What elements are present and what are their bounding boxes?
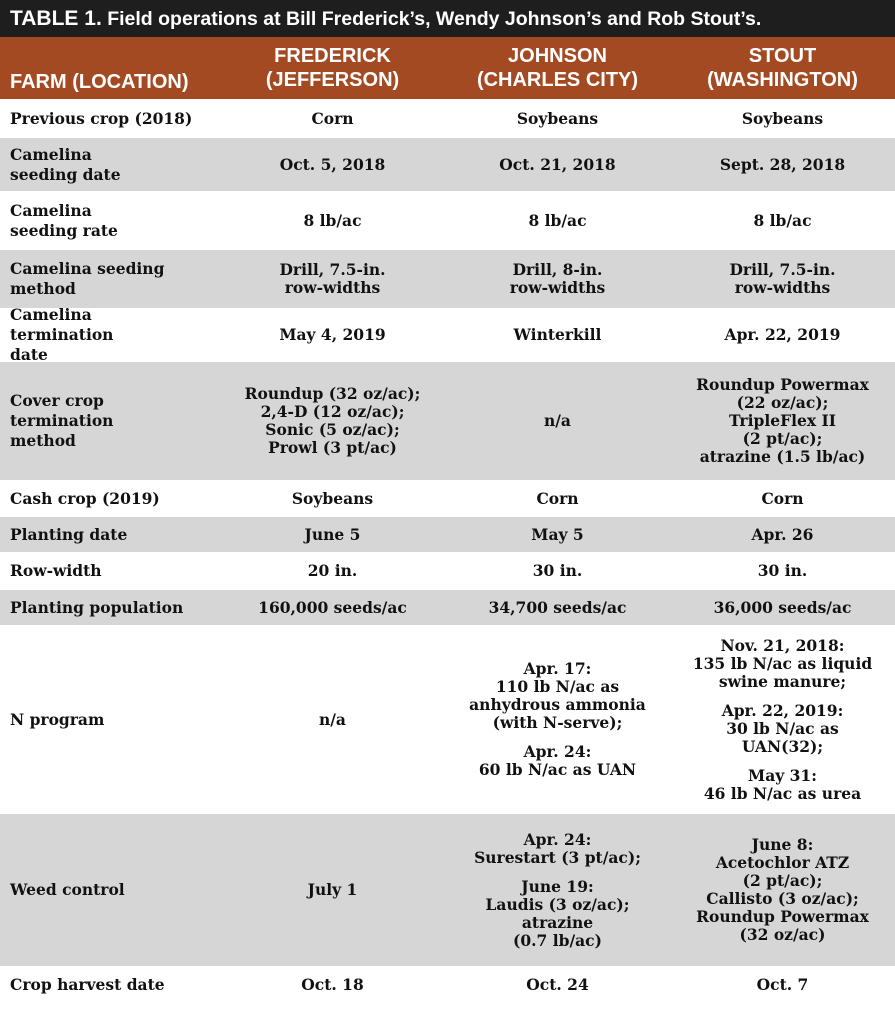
cell-line: July 1 bbox=[307, 880, 358, 899]
cell-line: June 5 bbox=[304, 524, 361, 544]
row-label bbox=[0, 250, 220, 308]
header-johnson-location: (CHARLES CITY) bbox=[476, 69, 639, 91]
cell-line: (2 pt/ac); bbox=[742, 429, 823, 448]
row-label-text: Camelina seeding method bbox=[10, 259, 165, 298]
cell-line: 20 in. bbox=[307, 561, 358, 580]
cell-frederick bbox=[220, 362, 445, 480]
cell-line: Apr. 22, 2019 bbox=[724, 325, 841, 344]
table-row bbox=[0, 516, 895, 552]
table-row bbox=[0, 480, 895, 516]
cell-line: Soybeans bbox=[741, 108, 824, 128]
header-farm-location: FARM (LOCATION) bbox=[10, 71, 189, 93]
table-row bbox=[0, 249, 895, 308]
cell-line: n/a bbox=[319, 709, 346, 729]
cell-stout bbox=[670, 481, 895, 516]
row-label bbox=[0, 553, 220, 589]
row-label-text: Camelina seeding rate bbox=[10, 200, 118, 240]
cell-line: (32 oz/ac) bbox=[739, 925, 826, 944]
cell-line: (0.7 lb/ac) bbox=[513, 930, 602, 950]
cell-frederick bbox=[220, 309, 445, 361]
cell-line: Apr. 17: bbox=[523, 659, 592, 678]
cell-line: Oct. 24 bbox=[526, 974, 589, 994]
row-label-text: Previous crop (2018) bbox=[10, 108, 193, 128]
table-row bbox=[0, 191, 895, 249]
cell-johnson bbox=[445, 590, 670, 625]
cell-line: 110 lb N/ac as bbox=[495, 677, 620, 696]
cell-johnson bbox=[445, 192, 670, 249]
row-label bbox=[0, 192, 220, 249]
cell-johnson bbox=[445, 250, 670, 308]
cell-line: Oct. 18 bbox=[301, 974, 364, 994]
cell-frederick bbox=[220, 517, 445, 552]
cell-line: 8 lb/ac bbox=[303, 210, 362, 230]
cell-line: 34,700 seeds/ac bbox=[488, 597, 627, 617]
cell-frederick bbox=[220, 138, 445, 191]
cell-line: Drill, 8-in. bbox=[512, 260, 603, 279]
cell-line: 30 in. bbox=[532, 561, 583, 580]
cell-stout bbox=[670, 590, 895, 625]
cell-line: Drill, 7.5-in. bbox=[729, 260, 836, 279]
row-label bbox=[0, 305, 220, 364]
cell-line: 30 in. bbox=[757, 561, 808, 580]
table-row bbox=[0, 966, 895, 1002]
cell-johnson bbox=[445, 553, 670, 589]
cell-frederick bbox=[220, 553, 445, 589]
cell-stout bbox=[670, 967, 895, 1002]
cell-johnson bbox=[445, 517, 670, 552]
cell-stout bbox=[670, 250, 895, 308]
cell-line: Callisto (3 oz/ac); bbox=[706, 889, 859, 908]
row-label-text: Cover crop termination method bbox=[10, 391, 114, 450]
row-label bbox=[0, 517, 220, 552]
table-row bbox=[0, 137, 895, 191]
cell-johnson bbox=[445, 967, 670, 1002]
cell-line: (with N-serve); bbox=[492, 713, 623, 732]
cell-line: 2,4-D (12 oz/ac); bbox=[260, 402, 405, 421]
cell-line: Oct. 7 bbox=[756, 974, 809, 994]
table-number: TABLE 1. bbox=[10, 7, 102, 30]
cell-line: Drill, 7.5-in. bbox=[279, 260, 386, 279]
cell-line: Roundup Powermax bbox=[696, 907, 869, 926]
cell-frederick bbox=[220, 100, 445, 137]
header-stout-location: (WASHINGTON) bbox=[707, 69, 858, 91]
cell-line: May 4, 2019 bbox=[279, 325, 386, 344]
cell-frederick bbox=[220, 626, 445, 813]
cell-stout bbox=[670, 100, 895, 137]
cell-line: Oct. 21, 2018 bbox=[499, 154, 616, 174]
row-label bbox=[0, 967, 220, 1002]
cell-line: Sonic (5 oz/ac); bbox=[265, 420, 400, 439]
cell-johnson bbox=[445, 481, 670, 516]
column-header-row bbox=[0, 37, 895, 99]
cell-line: Surestart (3 pt/ac); bbox=[474, 847, 641, 867]
row-label bbox=[0, 100, 220, 137]
cell-line: June 19: bbox=[521, 876, 594, 896]
cell-line: 30 lb N/ac as bbox=[726, 718, 839, 738]
cell-line: (2 pt/ac); bbox=[742, 871, 823, 890]
table-row bbox=[0, 305, 895, 364]
cell-line: June 8: bbox=[751, 835, 814, 854]
cell-stout bbox=[670, 814, 895, 966]
cell-line: Soybeans bbox=[516, 108, 599, 128]
row-label-text: Weed control bbox=[10, 880, 125, 899]
cell-line: TripleFlex II bbox=[729, 411, 836, 430]
cell-frederick bbox=[220, 481, 445, 516]
cell-line: 160,000 seeds/ac bbox=[258, 597, 407, 617]
table-row bbox=[0, 625, 895, 813]
row-label-text: Planting population bbox=[10, 597, 184, 617]
cell-frederick bbox=[220, 250, 445, 308]
cell-johnson bbox=[445, 138, 670, 191]
cell-line: Acetochlor ATZ bbox=[715, 853, 850, 872]
cell-stout bbox=[670, 309, 895, 361]
header-johnson-name: JOHNSON bbox=[508, 45, 607, 67]
row-label bbox=[0, 138, 220, 191]
cell-johnson bbox=[445, 362, 670, 480]
row-label bbox=[0, 481, 220, 516]
cell-stout bbox=[670, 553, 895, 589]
row-label bbox=[0, 814, 220, 966]
cell-line: Soybeans bbox=[291, 488, 374, 508]
cell-line: 8 lb/ac bbox=[753, 210, 812, 230]
header-johnson bbox=[445, 37, 670, 99]
cell-line: 36,000 seeds/ac bbox=[713, 597, 852, 617]
cell-stout bbox=[670, 626, 895, 813]
cell-line: 135 lb N/ac as liquid bbox=[692, 653, 873, 673]
row-label bbox=[0, 590, 220, 625]
cell-line: May 5 bbox=[531, 524, 584, 544]
cell-stout bbox=[670, 517, 895, 552]
cell-line: Winterkill bbox=[513, 325, 602, 344]
table-row bbox=[0, 589, 895, 625]
cell-line: Sept. 28, 2018 bbox=[719, 154, 846, 174]
cell-line: 46 lb N/ac as urea bbox=[703, 783, 862, 803]
row-label bbox=[0, 626, 220, 813]
header-frederick-name: FREDERICK bbox=[274, 45, 391, 67]
cell-line: swine manure; bbox=[718, 671, 847, 691]
cell-line: 8 lb/ac bbox=[528, 210, 587, 230]
cell-line: n/a bbox=[544, 411, 571, 430]
table-row bbox=[0, 813, 895, 966]
header-stout bbox=[670, 37, 895, 99]
cell-johnson bbox=[445, 309, 670, 361]
cell-stout bbox=[670, 362, 895, 480]
cell-line: May 31: bbox=[748, 765, 817, 785]
cell-line: Prowl (3 pt/ac) bbox=[268, 438, 397, 457]
row-label-text: N program bbox=[10, 709, 105, 729]
cell-stout bbox=[670, 192, 895, 249]
cell-line: atrazine bbox=[521, 912, 594, 932]
header-stout-name: STOUT bbox=[748, 45, 817, 67]
cell-line: atrazine (1.5 lb/ac) bbox=[699, 447, 866, 466]
cell-line: Corn bbox=[761, 488, 804, 508]
header-frederick bbox=[220, 37, 445, 99]
cell-line: (22 oz/ac); bbox=[736, 393, 829, 412]
cell-frederick bbox=[220, 590, 445, 625]
cell-johnson bbox=[445, 814, 670, 966]
cell-line: Nov. 21, 2018: bbox=[720, 635, 845, 655]
row-label-text: Row-width bbox=[10, 561, 102, 580]
cell-stout bbox=[670, 138, 895, 191]
table-row bbox=[0, 99, 895, 137]
cell-line: row-widths bbox=[509, 278, 606, 297]
cell-line: Corn bbox=[311, 108, 354, 128]
cell-line: Roundup Powermax bbox=[696, 375, 869, 394]
table-caption: Field operations at Bill Frederick’s, Wendy Johnson’s and Rob Stout’s. bbox=[101, 8, 762, 30]
cell-johnson bbox=[445, 100, 670, 137]
cell-line: Apr. 22, 2019: bbox=[721, 700, 844, 720]
row-label-text: Camelina seeding date bbox=[10, 144, 121, 184]
cell-line: Roundup (32 oz/ac); bbox=[244, 384, 421, 403]
header-frederick-location: (JEFFERSON) bbox=[265, 69, 400, 91]
row-label-text: Planting date bbox=[10, 524, 128, 544]
cell-johnson bbox=[445, 626, 670, 813]
table-row bbox=[0, 361, 895, 480]
cell-frederick bbox=[220, 192, 445, 249]
row-label-text: Crop harvest date bbox=[10, 974, 165, 994]
cell-line: Corn bbox=[536, 488, 579, 508]
cell-line: anhydrous ammonia bbox=[469, 695, 646, 714]
cell-frederick bbox=[220, 814, 445, 966]
cell-line: Apr. 24: bbox=[523, 829, 592, 849]
cell-line: Apr. 26 bbox=[751, 524, 814, 544]
cell-frederick bbox=[220, 967, 445, 1002]
cell-line: row-widths bbox=[284, 278, 381, 297]
row-label-text: Camelina termination date bbox=[10, 305, 114, 364]
cell-line: 60 lb N/ac as UAN bbox=[478, 760, 637, 779]
cell-line: Oct. 5, 2018 bbox=[279, 154, 386, 174]
cell-line: row-widths bbox=[734, 278, 831, 297]
cell-line: Laudis (3 oz/ac); bbox=[485, 894, 630, 914]
row-label bbox=[0, 362, 220, 480]
row-label-text: Cash crop (2019) bbox=[10, 488, 160, 508]
cell-line: Apr. 24: bbox=[523, 742, 592, 761]
table-body bbox=[0, 99, 895, 1002]
cell-line: UAN(32); bbox=[741, 736, 824, 756]
table-title bbox=[0, 0, 895, 37]
table-row bbox=[0, 552, 895, 589]
